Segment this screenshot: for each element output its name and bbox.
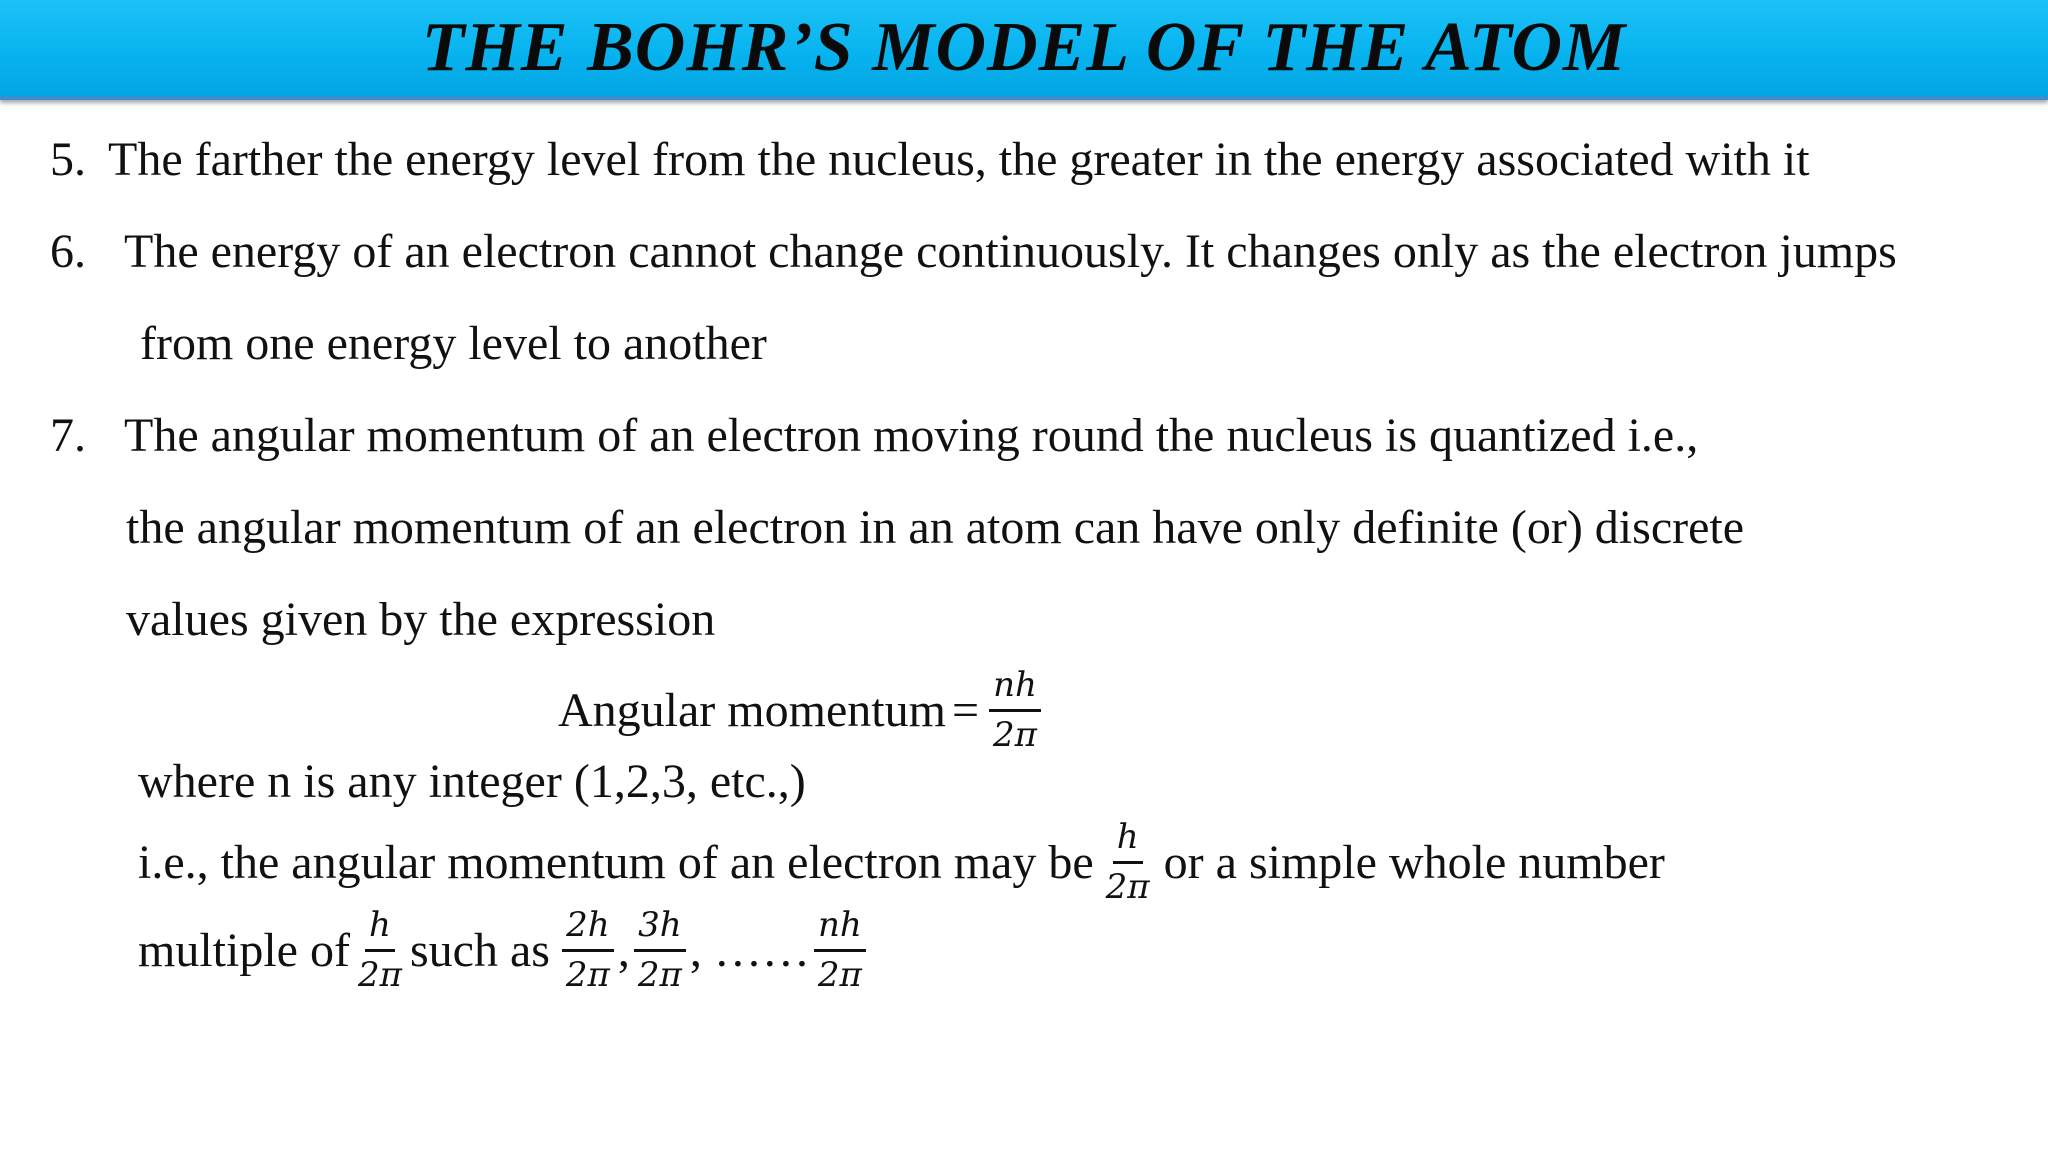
multiple-separator-2: , …… (689, 923, 810, 977)
multiple-fraction-3-denominator: 2π (637, 955, 682, 996)
multiple-fraction-2 (562, 906, 614, 995)
formula-numerator: nh (989, 666, 1041, 712)
multiple-before: multiple of (138, 923, 350, 977)
point-7-line-1: The angular momentum of an electron moving round the nucleus is quantized i.e., (124, 409, 1699, 462)
point-7 (50, 409, 1699, 462)
multiple-separator-1: , (617, 923, 630, 977)
multiple-fraction-2-numerator: 2h (562, 906, 614, 952)
title-bar (0, 0, 2048, 100)
multiple-fraction-4 (814, 906, 866, 995)
ie-fraction-denominator: 2π (1105, 867, 1150, 908)
formula-label: Angular momentum (558, 683, 946, 737)
point-7-line-2: the angular momentum of an electron in an atom can have only definite (or) discrete (126, 501, 1745, 554)
multiple-fraction-1-denominator: 2π (357, 955, 402, 996)
multiple-fraction-3 (634, 906, 686, 995)
multiple-fraction-4-denominator: 2π (817, 955, 862, 996)
formula-equals: = (951, 683, 980, 737)
point-5 (50, 133, 1810, 186)
multiple-fraction-4-numerator: nh (814, 906, 866, 952)
ie-line (138, 818, 1665, 907)
formula-denominator: 2π (993, 715, 1037, 756)
point-7-number: 7. (50, 409, 86, 462)
angular-momentum-formula (558, 666, 1045, 755)
point-6 (50, 225, 1897, 278)
point-7-line-3: values given by the expression (126, 593, 716, 646)
ie-line-after: or a simple whole number (1163, 835, 1665, 889)
slide-title: THE BOHR’S MODEL OF THE ATOM (421, 9, 1627, 86)
multiple-fraction-1-numerator: h (365, 906, 395, 952)
point-5-number: 5. (50, 133, 86, 186)
multiple-fraction-3-numerator: 3h (634, 906, 686, 952)
where-line: where n is any integer (1,2,3, etc.,) (138, 755, 806, 808)
formula-fraction (989, 666, 1041, 755)
ie-fraction (1102, 818, 1154, 907)
point-6-line-2: from one energy level to another (140, 317, 767, 370)
multiple-fraction-1 (354, 906, 406, 995)
multiple-middle: such as (409, 923, 550, 977)
ie-line-before: i.e., the angular momentum of an electron may be (138, 835, 1094, 889)
multiple-fraction-2-denominator: 2π (565, 955, 610, 996)
point-6-line-1: The energy of an electron cannot change continuously. It changes only as the electron jumps (124, 225, 1897, 278)
point-5-text: The farther the energy level from the nucleus, the greater in the energy associated with it (108, 133, 1810, 186)
multiple-line (138, 906, 870, 995)
ie-fraction-numerator: h (1113, 818, 1143, 864)
point-6-number: 6. (50, 225, 86, 278)
